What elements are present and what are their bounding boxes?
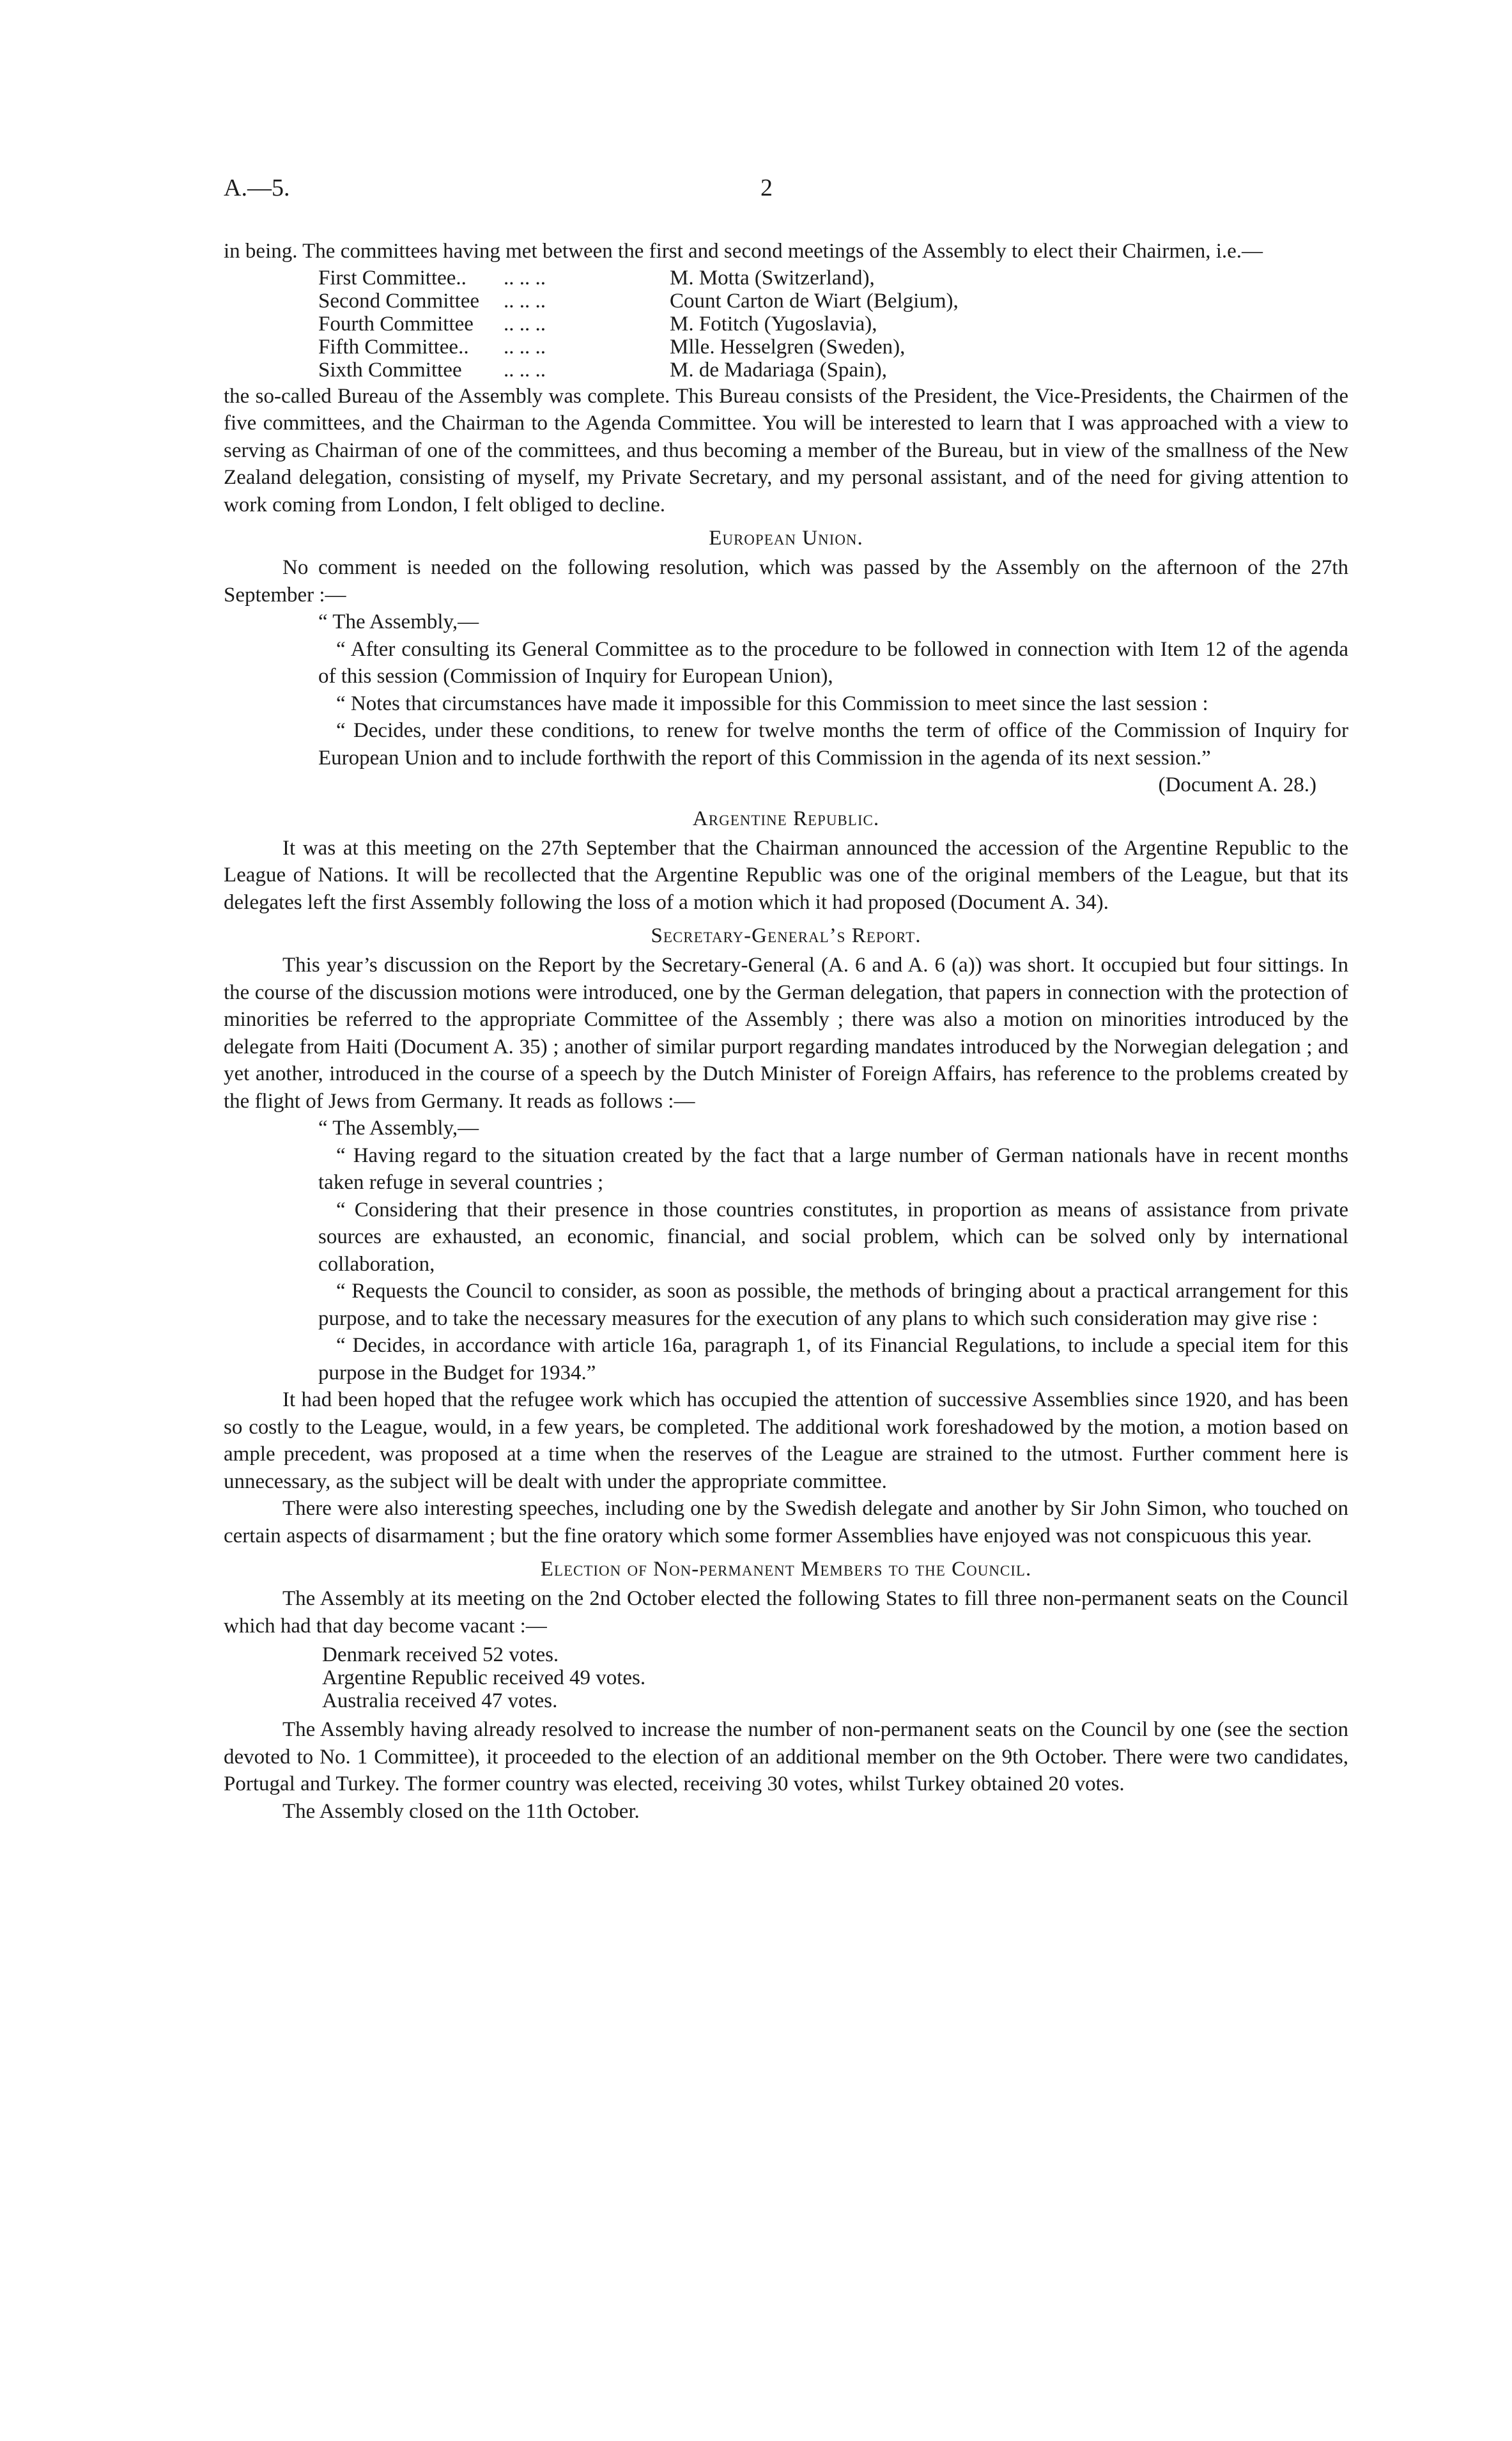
election-intro: The Assembly at its meeting on the 2nd October elected the following States to fill three non-permanent seats on the Council which had that day become vacant :— — [224, 1587, 1348, 1638]
leader-dots: .. .. .. — [504, 335, 546, 359]
election-results — [322, 1643, 1348, 1712]
quote-paragraph: “ Notes that circumstances have made it impossible for this Commission to meet since the last session : — [336, 692, 1208, 715]
committee-chairman: M. de Madariaga (Spain), — [670, 358, 887, 382]
secretary-general-paragraph: This year’s discussion on the Report by the Secretary-General (A. 6 and A. 6 (a)) was short. It occupied but four sittings. In the course of the discussion motions were introduced, one by the German delegation, that papers in connection with the protection of minorities be referred to the appropriate Committee of the Assembly ; there was also a motion on minorities introduced by the delegate from Haiti (Document A. 35) ; another of similar purport regarding mandates introduced by the Norwegian delegation ; and yet another, introduced in the course of a speech by the Dutch Minister of Foreign Affairs, has reference to the problems created by the flight of Jews from Germany. It reads as follows :— — [224, 954, 1348, 1113]
refugee-work-paragraph: It had been hoped that the refugee work which has occupied the attention of successive Assemblies since 1920, and has been so costly to the League, would, in a few years, be completed. The additional work foreshadowed by the motion, a motion based on ample precedent, was proposed at a time when the reserves of the League are strained to the utmost. Further comment here is unnecessary, as the subject will be dealt with under the appropriate committee. — [224, 1388, 1348, 1493]
leader-dots: .. .. .. — [504, 266, 546, 290]
list-item — [318, 336, 1348, 359]
additional-seat-paragraph: The Assembly having already resolved to increase the number of non-permanent seats on the Council by one (see the section devoted to No. 1 Committee), it proceeded to the election of an additional member on the 9th October. There were two candidates, Portugal and Turkey. The former country was elected, receiving 30 votes, whilst Turkey obtained 20 votes. — [224, 1718, 1348, 1795]
quote-paragraph: “ Decides, in accordance with article 16a, paragraph 1, of its Financial Regulations, to include a special item for this purpose in the Budget for 1934.” — [318, 1334, 1348, 1384]
list-item — [318, 267, 1348, 290]
leader-dots: .. .. .. — [504, 289, 546, 313]
committee-name: Sixth Committee — [318, 358, 462, 382]
list-item — [318, 359, 1348, 382]
closing-paragraph: The Assembly closed on the 11th October. — [282, 1799, 640, 1823]
committee-name: Fourth Committee — [318, 312, 474, 336]
section-heading-election: Election of Non-permanent Members to the Council. — [540, 1558, 1032, 1581]
list-item: Denmark received 52 votes. — [322, 1643, 559, 1666]
quote-opening: “ The Assembly,— — [318, 610, 479, 633]
speeches-paragraph: There were also interesting speeches, including one by the Swedish delegate and another by Sir John Simon, who touched on certain aspects of disarmament ; but the fine oratory which some former Assemblies have enjoyed was not conspicuous this year. — [224, 1497, 1348, 1547]
resolution-quote — [318, 1115, 1348, 1386]
document-body — [224, 238, 1348, 1825]
page-number: 2 — [760, 174, 773, 201]
quote-paragraph: “ Considering that their presence in those countries constitutes, in proportion as means of assistance from private sources are exhausted, an economic, financial, and social problem, which can be solved only by international collaboration, — [318, 1198, 1348, 1276]
list-item: Argentine Republic received 49 votes. — [322, 1666, 646, 1689]
intro-paragraph: in being. The committees having met between the first and second meetings of the Assembly to elect their Chairmen, i.e.— — [224, 240, 1263, 263]
committee-name: First Committee.. — [318, 266, 467, 290]
section-heading-argentine-republic: Argentine Republic. — [692, 807, 880, 830]
quote-paragraph: “ Requests the Council to consider, as soon as possible, the methods of bringing about a practical arrangement for this purpose, and to take the necessary measures for the execution of any plans to which such consideration may give rise : — [318, 1280, 1348, 1330]
committee-chairman: M. Fotitch (Yugoslavia), — [670, 312, 877, 336]
document-code: A.—5. — [224, 174, 290, 201]
committee-chairman: Mlle. Hesselgren (Sweden), — [670, 335, 906, 359]
argentine-paragraph: It was at this meeting on the 27th September that the Chairman announced the accession of the Argentine Republic to the League of Nations. It will be recollected that the Argentine Republic was one of the original members of the League, but that its delegates left the first Assembly following the loss of a motion which it had proposed (Document A. 34). — [224, 836, 1348, 914]
quote-paragraph: “ Having regard to the situation created by the fact that a large number of German nationals have in recent months taken refuge in several countries ; — [318, 1143, 1348, 1194]
quote-opening: “ The Assembly,— — [318, 1117, 479, 1140]
committee-chairman: M. Motta (Switzerland), — [670, 266, 875, 290]
leader-dots: .. .. .. — [504, 312, 546, 336]
bureau-paragraph: the so-called Bureau of the Assembly was complete. This Bureau consists of the President, the Vice-Presidents, the Chairmen of the five committees, and the Chairman to the Agenda Committee. You will be interested to learn that I was approached with a view to serving as Chairman of one of the committees, and thus becoming a member of the Bureau, but in view of the smallness of the New Zealand delegation, consisting of myself, my Private Secretary, and my personal assistant, and of the need for giving attention to work coming from London, I felt obliged to decline. — [224, 384, 1348, 516]
document-reference: (Document A. 28.) — [1158, 773, 1316, 796]
committee-name: Fifth Committee.. — [318, 335, 469, 359]
quote-paragraph: “ Decides, under these conditions, to renew for twelve months the term of office of the Commission of Inquiry for European Union and to include forthwith the report of this Commission in the agenda of its next session.” — [318, 719, 1348, 770]
list-item: Australia received 47 votes. — [322, 1689, 558, 1712]
committee-name: Second Committee — [318, 289, 480, 313]
list-item — [318, 313, 1348, 336]
quote-paragraph: “ After consulting its General Committee as to the procedure to be followed in connection with Item 12 of the agenda of this session (Commission of Inquiry for European Union), — [318, 637, 1348, 688]
committee-chairman: Count Carton de Wiart (Belgium), — [670, 289, 959, 313]
resolution-quote — [318, 608, 1348, 771]
european-union-intro: No comment is needed on the following resolution, which was passed by the Assembly on the afternoon of the 27th September :— — [224, 556, 1348, 607]
page-header — [224, 174, 1348, 212]
list-item — [318, 290, 1348, 313]
leader-dots: .. .. .. — [504, 358, 546, 382]
section-heading-secretary-general-report: Secretary-General’s Report. — [651, 924, 922, 947]
committee-chairmen-list — [318, 267, 1348, 382]
section-heading-european-union: European Union. — [709, 527, 863, 550]
